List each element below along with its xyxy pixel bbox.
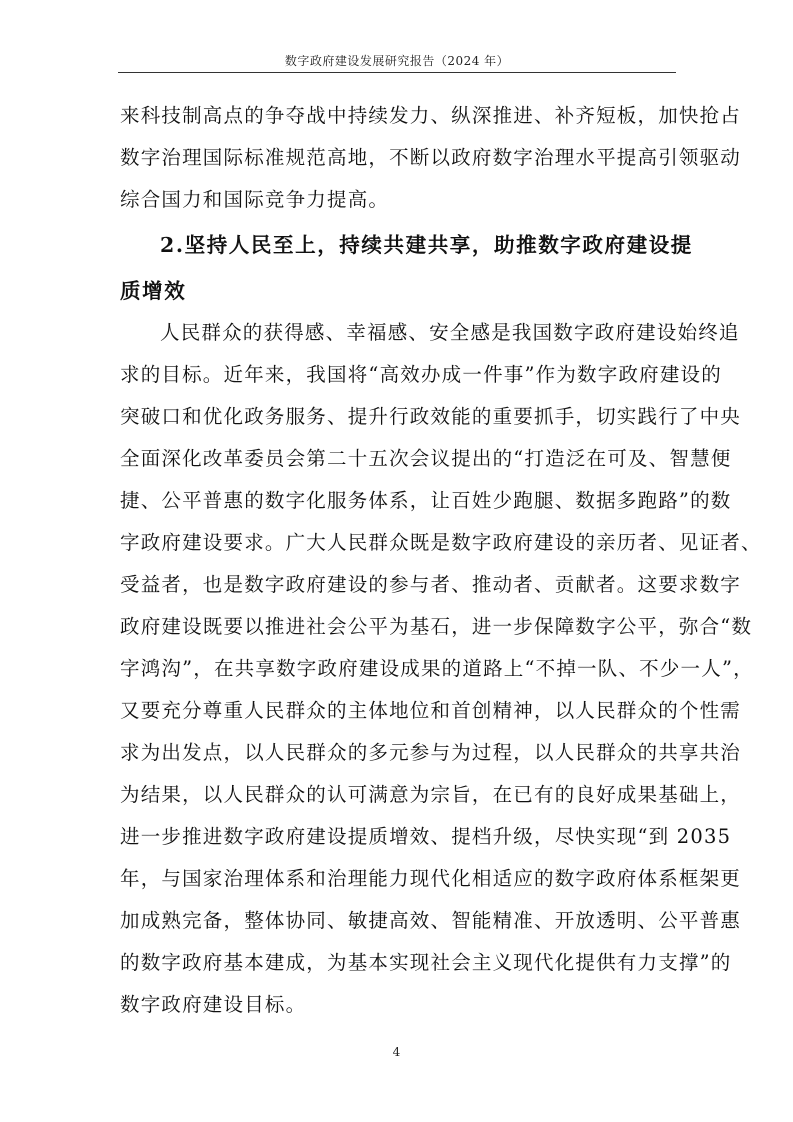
text-line: 求为出发点，以人民群众的多元参与为过程，以人民群众的共享共治 bbox=[120, 741, 742, 764]
text-line: 求的目标。近年来，我国将“高效办成一件事”作为数字政府建设的 bbox=[120, 363, 722, 386]
text-line: 受益者，也是数字政府建设的参与者、推动者、贡献者。这要求数字 bbox=[120, 573, 742, 596]
text-line: 捷、公平普惠的数字化服务体系，让百姓少跑腿、数据多跑路”的数 bbox=[120, 489, 732, 512]
text-line: 字政府建设要求。广大人民群众既是数字政府建设的亲历者、见证者、 bbox=[120, 531, 762, 554]
text-line: 字鸿沟”，在共享数字政府建设成果的道路上“不掉一队、不少一人”， bbox=[120, 657, 754, 680]
text-line: 政府建设既要以推进社会公平为基石，进一步保障数字公平，弥合“数 bbox=[120, 615, 753, 638]
header-divider bbox=[118, 72, 676, 73]
page-number: 4 bbox=[392, 1045, 401, 1059]
text-line: 年，与国家治理体系和治理能力现代化相适应的数字政府体系框架更 bbox=[120, 867, 742, 890]
heading-line: 2.坚持人民至上，持续共建共享，助推数字政府建设提 bbox=[160, 233, 693, 257]
text-line: 加成熟完备，整体协同、敏捷高效、智能精准、开放透明、公平普惠 bbox=[120, 909, 742, 932]
text-line: 数字治理国际标准规范高地，不断以政府数字治理水平提高引领驱动 bbox=[120, 146, 742, 169]
text-line: 为结果，以人民群众的认可满意为宗旨，在已有的良好成果基础上， bbox=[120, 783, 742, 806]
paragraph bbox=[120, 312, 762, 1026]
text-line: 全面深化改革委员会第二十五次会议提出的“打造泛在可及、智慧便 bbox=[120, 447, 732, 470]
page-body bbox=[120, 95, 762, 1026]
text-line: 人民群众的获得感、幸福感、安全感是我国数字政府建设始终追 bbox=[160, 321, 740, 344]
text-line: 的数字政府基本建成，为基本实现社会主义现代化提供有力支撑”的 bbox=[120, 951, 732, 974]
section-heading bbox=[120, 221, 693, 312]
text-line: 来科技制高点的争夺战中持续发力、纵深推进、补齐短板，加快抢占 bbox=[120, 104, 742, 127]
text-line: 综合国力和国际竞争力提高。 bbox=[120, 188, 390, 211]
text-line: 突破口和优化政务服务、提升行政效能的重要抓手，切实践行了中央 bbox=[120, 405, 742, 428]
running-header: 数字政府建设发展研究报告（2024 年） bbox=[284, 54, 510, 68]
paragraph bbox=[120, 95, 742, 221]
text-line: 进一步推进数字政府建设提质增效、提档升级，尽快实现“到 2035 bbox=[120, 825, 732, 848]
text-line: 数字政府建设目标。 bbox=[120, 993, 307, 1016]
text-line: 又要充分尊重人民群众的主体地位和首创精神，以人民群众的个性需 bbox=[120, 699, 742, 722]
heading-line: 质增效 bbox=[120, 279, 187, 303]
